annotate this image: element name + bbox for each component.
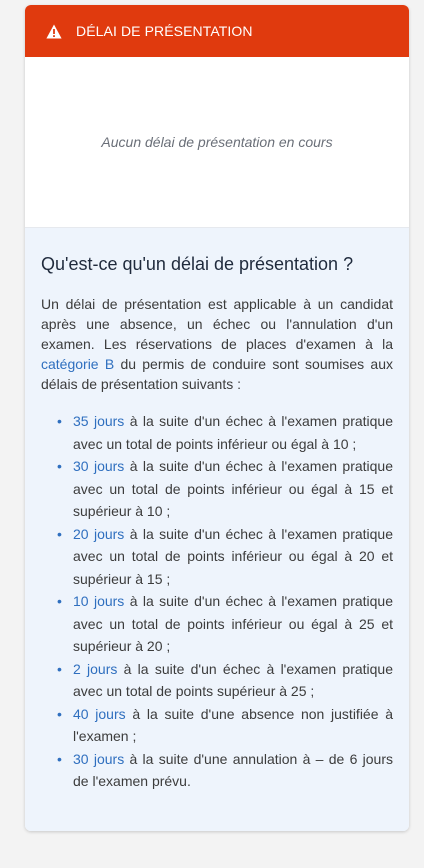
presentation-delay-card: [25, 5, 409, 831]
intro-text-end: du permis de conduire sont soumises aux délais de présentation suivants :: [41, 356, 393, 392]
delay-days-link[interactable]: 20 jours: [73, 525, 125, 542]
delay-rule-item: [57, 748, 393, 793]
delay-days-link[interactable]: 40 jours: [73, 705, 126, 722]
bullet-icon: •: [57, 750, 62, 767]
delay-days-link[interactable]: 2 jours: [73, 660, 118, 677]
bullet-icon: •: [57, 525, 62, 542]
delay-rule-text: à la suite d'un échec à l'examen pratique avec un total de points inférieur ou égal à 10 ;: [73, 413, 394, 452]
card-header: [25, 5, 409, 57]
delay-rule-text: à la suite d'un échec à l'examen pratique avec un total de points inférieur ou égal à 20 et supérieur à 15 ;: [73, 525, 394, 587]
bullet-icon: •: [57, 660, 62, 677]
delay-rule-text: à la suite d'un échec à l'examen pratique avec un total de points supérieur à 25 ;: [73, 660, 393, 699]
info-heading: Qu'est-ce qu'un délai de présentation ?: [41, 254, 354, 274]
intro-text-start: Un délai de présentation est applicable à un candidat après une absence, un échec ou l'annulation d'un examen. Les réservations de places d'examen à la: [41, 296, 393, 352]
delay-rule-text: à la suite d'une annulation à – de 6 jours de l'examen prévu.: [73, 750, 393, 789]
delay-days-link[interactable]: 30 jours: [73, 750, 125, 767]
delay-days-link[interactable]: 30 jours: [73, 458, 125, 474]
delay-rule-item: [57, 523, 393, 591]
delay-rule-item: [57, 410, 393, 455]
empty-state: [25, 57, 409, 228]
delay-days-link[interactable]: 35 jours: [73, 413, 125, 429]
delay-rule-item: [57, 455, 393, 523]
bullet-icon: •: [57, 413, 62, 429]
info-panel: [25, 228, 409, 831]
delay-rule-item: [57, 590, 393, 658]
delay-rule-item: [57, 658, 393, 703]
empty-state-message: Aucun délai de présentation en cours: [101, 134, 333, 150]
card-title: DÉLAI DE PRÉSENTATION: [76, 23, 253, 39]
delay-days-link[interactable]: 10 jours: [73, 593, 125, 609]
category-b-link[interactable]: catégorie B: [41, 356, 115, 372]
delay-rule-text: à la suite d'un échec à l'examen pratique avec un total de points inférieur ou égal à 25 et supérieur à 20 ;: [73, 593, 394, 654]
delay-rules-list: [41, 410, 393, 793]
bullet-icon: •: [57, 593, 62, 609]
info-intro: [41, 294, 393, 394]
delay-rule-text: à la suite d'un échec à l'examen pratique avec un total de points inférieur ou égal à 15 et supérieur à 10 ;: [73, 458, 394, 519]
bullet-icon: •: [57, 458, 62, 474]
delay-rule-text: à la suite d'une absence non justifiée à l'examen ;: [73, 705, 393, 744]
delay-rule-item: [57, 703, 393, 748]
bullet-icon: •: [57, 705, 62, 722]
warning-icon: [46, 24, 62, 39]
